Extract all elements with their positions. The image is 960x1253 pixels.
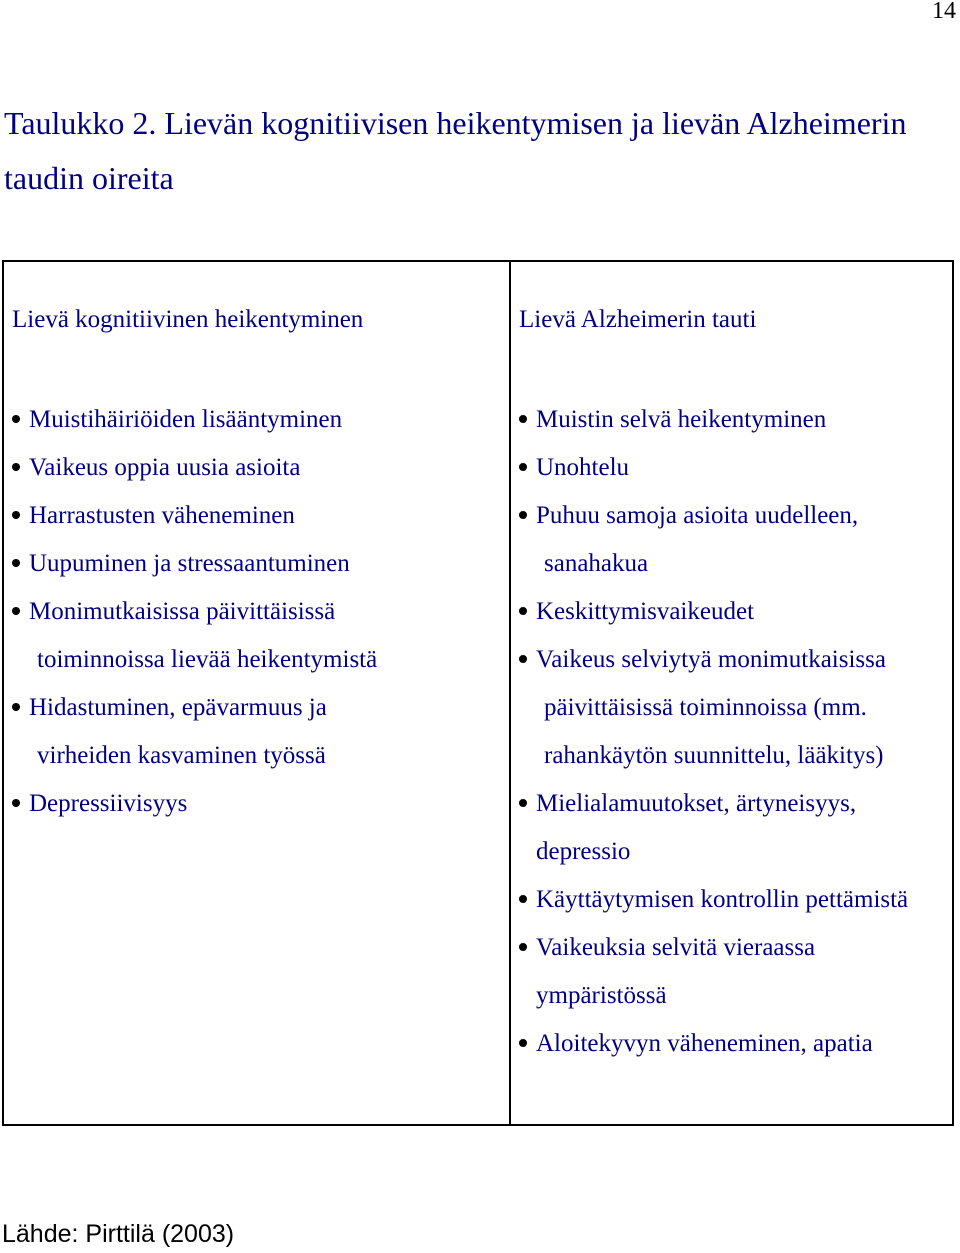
symptom-text: toiminnoissa lievää heikentymistä <box>37 646 378 673</box>
column-header-right: Lievä Alzheimerin tauti <box>519 306 757 333</box>
bullet-icon <box>519 895 527 903</box>
symptom-text: Vaikeuksia selvitä vieraassa <box>536 934 816 961</box>
symptom-text: Keskittymisvaikeudet <box>536 598 755 625</box>
symptom-line <box>519 876 950 924</box>
symptom-line <box>519 540 950 588</box>
column-mild-cognitive-impairment <box>4 262 509 1124</box>
symptom-line <box>519 1020 950 1068</box>
bullet-icon <box>519 415 527 423</box>
symptom-text: Monimutkaisissa päivittäisissä <box>29 598 336 625</box>
bullet-icon <box>12 559 20 567</box>
bullet-icon <box>12 511 20 519</box>
symptom-line <box>12 492 505 540</box>
symptom-line <box>12 444 505 492</box>
bullet-icon <box>519 943 527 951</box>
bullet-icon <box>519 511 527 519</box>
symptom-text: Depressiivisyys <box>29 790 188 817</box>
column-header-left: Lievä kognitiivinen heikentyminen <box>12 306 364 333</box>
symptom-text: Mielialamuutokset, ärtyneisyys, <box>536 790 857 817</box>
symptom-line <box>519 924 950 972</box>
bullet-icon <box>12 799 20 807</box>
symptom-line <box>519 732 950 780</box>
symptom-text: Muistin selvä heikentyminen <box>536 406 827 433</box>
symptom-line <box>519 492 950 540</box>
symptom-text: päivittäisissä toiminnoissa (mm. <box>544 694 867 721</box>
bullet-icon <box>12 463 20 471</box>
symptom-line <box>12 396 505 444</box>
bullet-icon <box>519 655 527 663</box>
symptom-text: Vaikeus oppia uusia asioita <box>29 454 301 481</box>
symptom-text: Unohtelu <box>536 454 630 481</box>
symptom-line <box>12 636 505 684</box>
symptom-line <box>12 732 505 780</box>
symptom-line <box>519 396 950 444</box>
symptom-text: virheiden kasvaminen työssä <box>37 742 326 769</box>
symptom-line <box>12 780 505 828</box>
source-citation: Lähde: Pirttilä (2003) <box>2 1220 235 1248</box>
bullet-icon <box>519 1039 527 1047</box>
bullet-icon <box>519 463 527 471</box>
symptom-line <box>12 684 505 732</box>
symptom-text: Muistihäiriöiden lisääntyminen <box>29 406 343 433</box>
symptom-text: Puhuu samoja asioita uudelleen, <box>536 502 859 529</box>
symptom-line <box>12 588 505 636</box>
symptom-text: Käyttäytymisen kontrollin pettämistä <box>536 886 909 913</box>
symptom-text: rahankäytön suunnittelu, lääkitys) <box>544 742 884 769</box>
symptom-text: Harrastusten väheneminen <box>29 502 295 529</box>
symptom-line <box>519 588 950 636</box>
symptom-line <box>519 636 950 684</box>
symptom-table <box>2 260 954 1126</box>
symptom-line <box>519 828 950 876</box>
symptom-text: Vaikeus selviytyä monimutkaisissa <box>536 646 886 673</box>
symptom-list-right <box>519 396 950 1068</box>
symptom-line <box>519 444 950 492</box>
table-caption: Taulukko 2. Lievän kognitiivisen heikentymisen ja lievän Alzheimerin taudin oireita <box>4 105 907 196</box>
symptom-line <box>519 684 950 732</box>
symptom-line <box>519 972 950 1020</box>
bullet-icon <box>12 703 20 711</box>
bullet-icon <box>12 607 20 615</box>
symptom-text: sanahakua <box>544 550 649 577</box>
page-number: 14 <box>932 0 956 24</box>
column-mild-alzheimers <box>511 262 954 1124</box>
symptom-line <box>519 780 950 828</box>
symptom-text: Uupuminen ja stressaantuminen <box>29 550 350 577</box>
bullet-icon <box>519 607 527 615</box>
symptom-list-left <box>12 396 505 828</box>
symptom-line <box>12 540 505 588</box>
symptom-text: Hidastuminen, epävarmuus ja <box>29 694 327 721</box>
bullet-icon <box>12 415 20 423</box>
symptom-text: depressio <box>536 838 631 865</box>
bullet-icon <box>519 799 527 807</box>
symptom-text: Aloitekyvyn väheneminen, apatia <box>536 1030 873 1057</box>
symptom-text: ympäristössä <box>536 982 667 1009</box>
